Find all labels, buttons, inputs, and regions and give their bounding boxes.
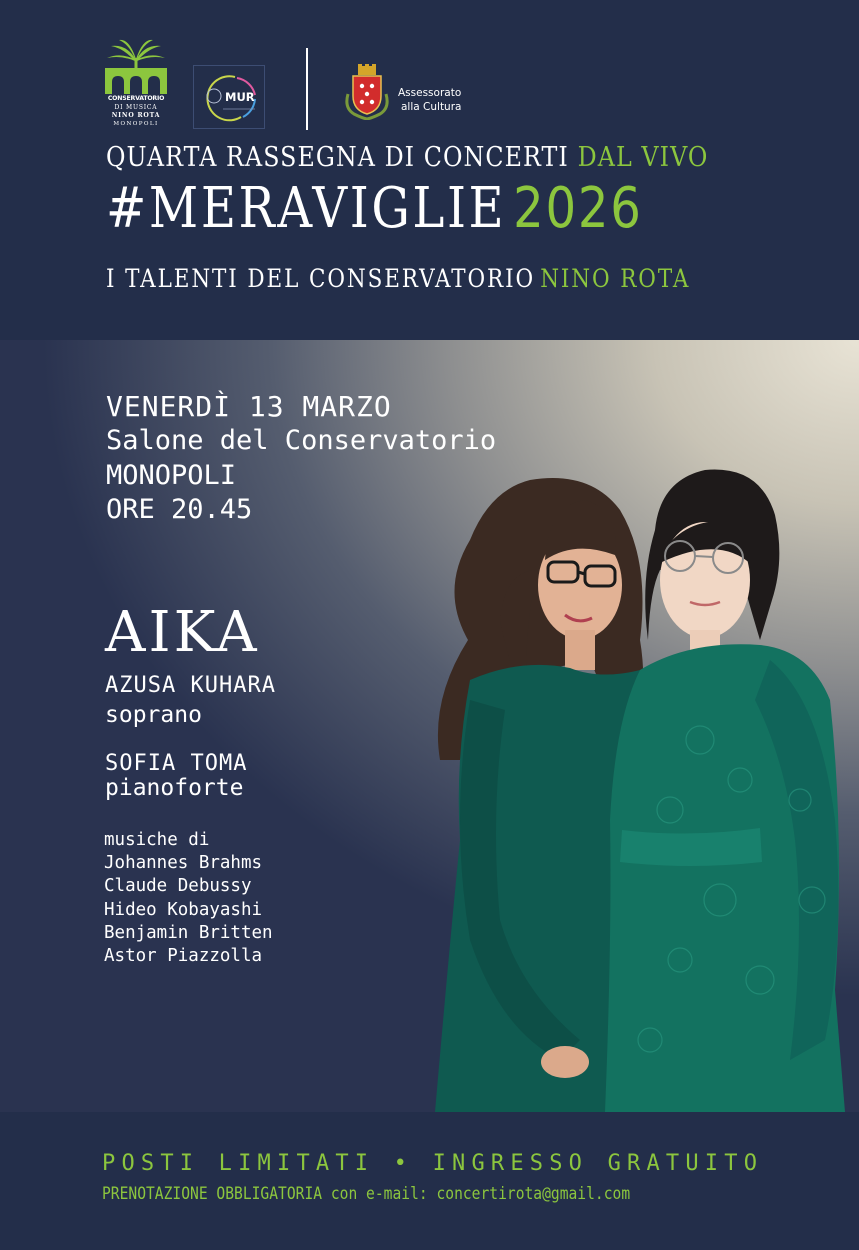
composer-item: Benjamin Britten <box>104 922 273 943</box>
mur-logo <box>193 65 265 129</box>
poster-header <box>0 0 859 340</box>
assessorato-line1: Assessorato <box>398 87 462 99</box>
performer-2-role: pianoforte <box>105 775 244 801</box>
talenti-tagline <box>106 264 690 293</box>
rassegna-subtitle <box>106 142 708 173</box>
composer-item: Claude Debussy <box>104 876 252 897</box>
program-list <box>104 829 273 968</box>
performer-1-name: AZUSA KUHARA <box>105 673 276 698</box>
talenti-tagline-text: I TALENTI DEL CONSERVATORIO <box>106 264 536 293</box>
event-time: ORE 20.45 <box>106 494 253 525</box>
mur-logo-text: MUR <box>225 90 255 104</box>
event-venue: Salone del Conservatorio <box>106 425 497 456</box>
festival-title <box>106 176 643 241</box>
ensemble-name: AIKA <box>105 600 260 665</box>
performer-1-role: soprano <box>105 702 202 728</box>
rassegna-subtitle-green: DAL VIVO <box>577 142 709 173</box>
conservatorio-logo-line1: CONSERVATORIO <box>107 95 165 102</box>
footer-booking: PRENOTAZIONE OBBLIGATORIA con e-mail: concertirota@gmail.com <box>102 1184 631 1204</box>
conservatorio-logo-line3: NINO ROTA <box>111 112 161 119</box>
festival-year: 2026 <box>513 176 643 241</box>
festival-title-text: #MERAVIGLIE <box>106 176 507 241</box>
event-date: VENERDÌ 13 MARZO <box>106 390 392 423</box>
monopoli-crest <box>344 64 390 120</box>
city-crest-icon <box>344 64 390 120</box>
poster-footer <box>0 1112 859 1250</box>
program-heading: musiche di <box>104 830 210 850</box>
palm-arch-icon <box>105 38 167 96</box>
conservatorio-logo-line4: MONOPOLI <box>113 121 159 127</box>
footer-admission: POSTI LIMITATI • INGRESSO GRATUITO <box>102 1151 764 1176</box>
logo-divider <box>306 48 308 130</box>
event-city: MONOPOLI <box>106 460 237 491</box>
performer-2-name: SOFIA TOMA <box>105 751 248 776</box>
composer-item: Astor Piazzolla <box>104 946 263 967</box>
conservatorio-logo <box>105 38 167 130</box>
assessorato-label <box>398 86 461 114</box>
composer-item: Johannes Brahms <box>104 853 263 874</box>
assessorato-line2: alla Cultura <box>401 101 462 113</box>
rassegna-subtitle-text: QUARTA RASSEGNA DI CONCERTI <box>106 142 569 173</box>
composer-item: Hideo Kobayashi <box>104 899 263 920</box>
talenti-tagline-green: NINO ROTA <box>540 264 691 293</box>
conservatorio-logo-line2: DI MUSICA <box>114 104 158 111</box>
